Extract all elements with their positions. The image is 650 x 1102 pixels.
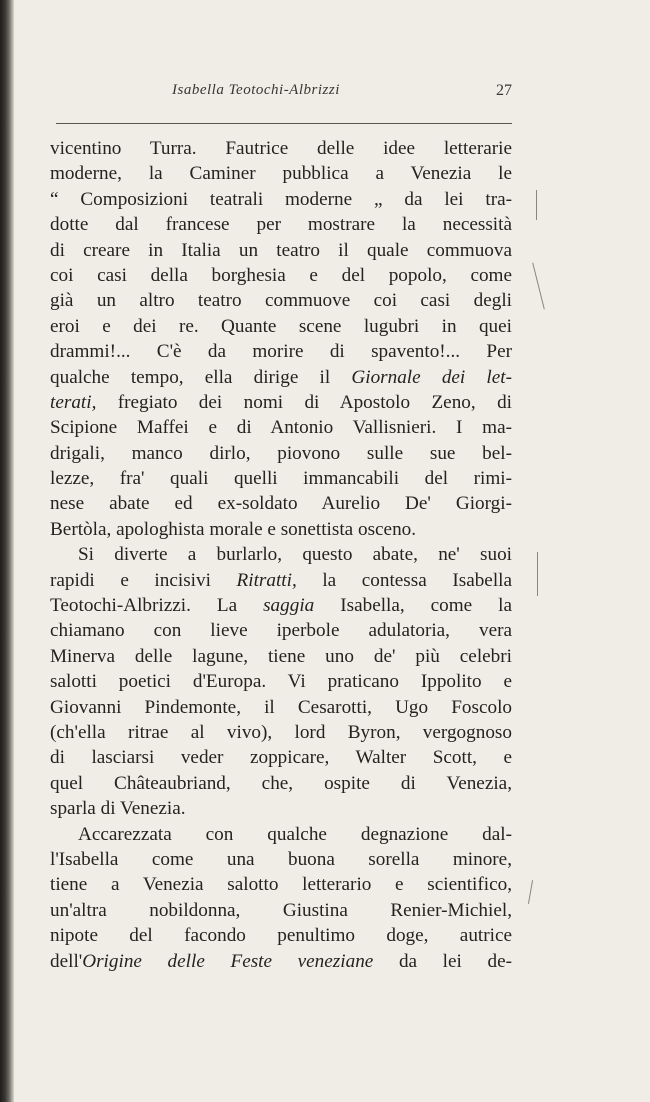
italic-title: Origine delle Feste veneziane [82, 950, 374, 972]
text-line: nese abate ed ex-soldato Aurelio De' Giorgi- [50, 493, 512, 515]
text-line: quel Châteaubriand, che, ospite di Venezia, [50, 772, 512, 794]
text-line: Scipione Maffei e di Antonio Vallisnieri. I ma- [50, 417, 512, 439]
text-line: già un altro teatro commuove coi casi degli [50, 290, 512, 312]
text-line: Accarezzata con qualche degnazione dal- [78, 823, 512, 845]
page-header [60, 82, 512, 112]
text-line: dotte dal francese per mostrare la necessità [50, 214, 512, 236]
text-line: un'altra nobildonna, Giustina Renier-Michiel, [50, 899, 512, 921]
page-number: 27 [496, 82, 512, 99]
margin-scratch-mark [536, 190, 537, 220]
header-rule [56, 123, 512, 124]
italic-title: terati, [50, 391, 97, 413]
text-line: (ch'ella ritrae al vivo), lord Byron, vergognoso [50, 721, 512, 743]
text-line: “ Composizioni teatrali moderne „ da lei tra- [50, 188, 512, 210]
text-line: terati, fregiato dei nomi di Apostolo Zeno, di [50, 391, 512, 413]
italic-title: Giornale dei let- [351, 366, 513, 388]
margin-scratch-mark [528, 880, 533, 904]
running-title: Isabella Teotochi-Albrizzi [172, 82, 340, 98]
text-line: di lasciarsi veder zoppicare, Walter Scott, e [50, 747, 512, 769]
book-spine-shadow [0, 0, 14, 1102]
text-line: nipote del facondo penultimo doge, autrice [50, 925, 512, 947]
text-line: chiamano con lieve iperbole adulatoria, vera [50, 620, 512, 642]
text-line: lezze, fra' quali quelli immancabili del rimi- [50, 468, 512, 490]
text-line: drigali, manco dirlo, piovono sulle sue bel- [50, 442, 512, 464]
italic-title: Ritratti, [236, 569, 297, 591]
italic-word: saggia [263, 595, 315, 617]
text-line: Minerva delle lagune, tiene uno de' più celebri [50, 645, 512, 667]
text-line: vicentino Turra. Fautrice delle idee letterarie [50, 138, 512, 159]
margin-scratch-mark [532, 263, 545, 310]
text-line: Bertòla, apologhista morale e sonettista osceno. [50, 518, 417, 540]
text-line: l'Isabella come una buona sorella minore, [50, 848, 512, 870]
text-line: moderne, la Caminer pubblica a Venezia le [50, 163, 512, 185]
text-line: Giovanni Pindemonte, il Cesarotti, Ugo Foscolo [50, 696, 512, 718]
text-line: coi casi della borghesia e del popolo, come [50, 264, 512, 286]
text-line: dell'Origine delle Feste veneziane da lei de- [50, 950, 512, 972]
text-line: eroi e dei re. Quante scene lugubri in quei [50, 315, 512, 337]
text-line: rapidi e incisivi Ritratti, la contessa Isabella [50, 569, 512, 591]
text-line: di creare in Italia un teatro il quale commuova [50, 239, 512, 261]
text-line: qualche tempo, ella dirige il Giornale dei let- [50, 366, 513, 388]
margin-scratch-mark [537, 552, 538, 596]
text-line: salotti poetici d'Europa. Vi praticano Ippolito e [50, 671, 512, 693]
text-line: Si diverte a burlarlo, questo abate, ne' suoi [78, 544, 512, 566]
text-line: Teotochi-Albrizzi. La saggia Isabella, come la [50, 595, 513, 617]
text-line: drammi!... C'è da morire di spavento!... Per [50, 341, 512, 363]
text-line: tiene a Venezia salotto letterario e scientifico, [50, 874, 512, 896]
text-line: sparla di Venezia. [50, 798, 186, 820]
body-text [50, 136, 512, 974]
